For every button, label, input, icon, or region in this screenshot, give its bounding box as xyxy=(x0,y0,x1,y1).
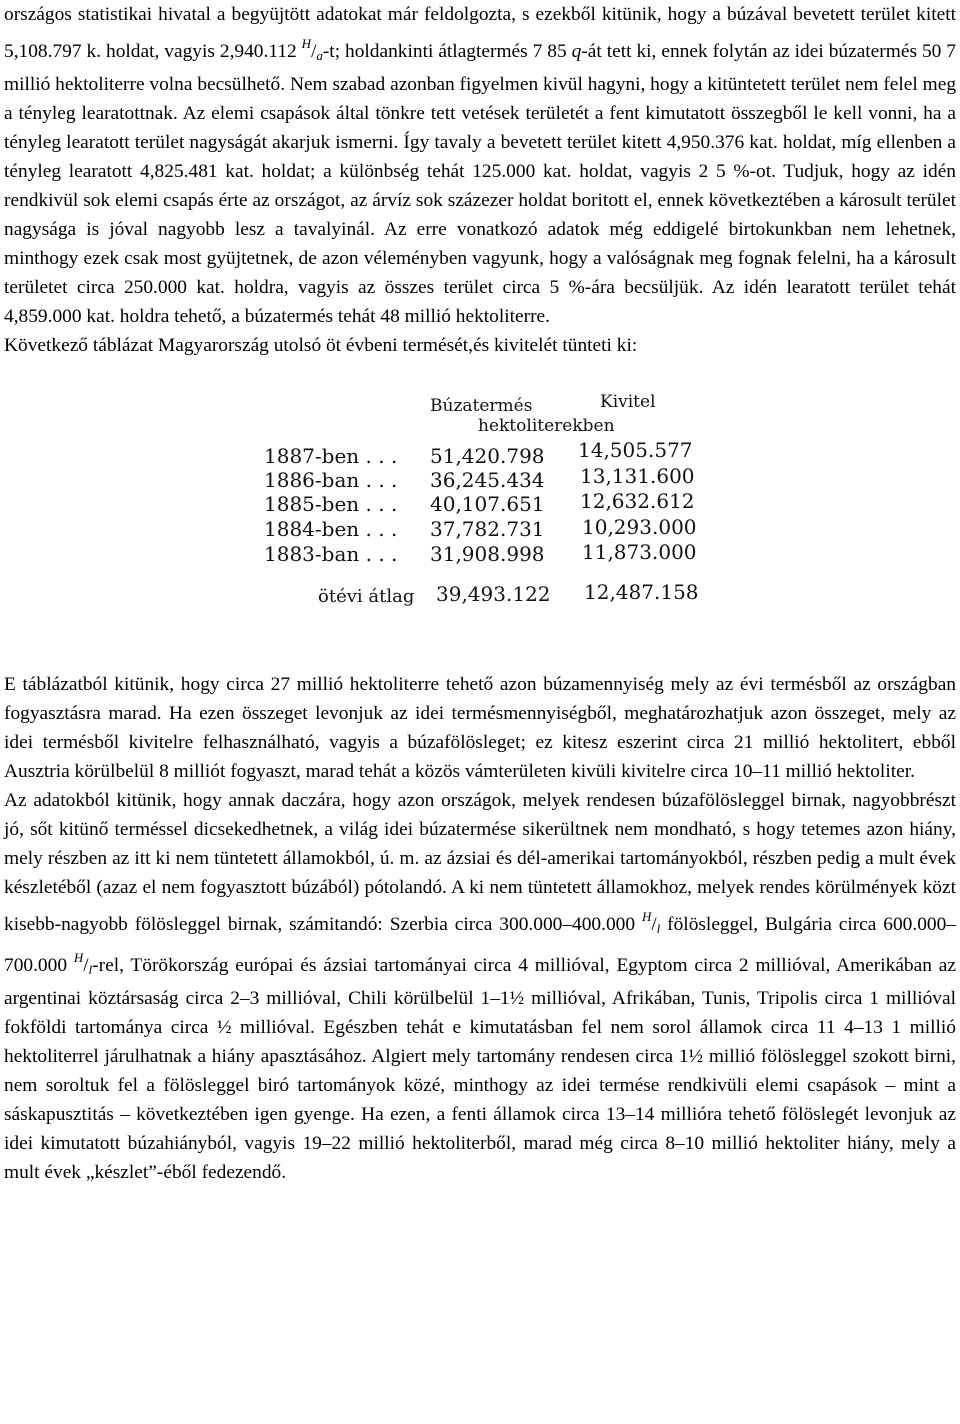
average-export: 12,487.158 xyxy=(584,580,699,604)
text-run: -rel, Törökország európai és ázsiai tartományai circa 4 millióval, Egyptom circa 2 millióval, Amerikában az argentinai köztársaság circa 2–3 millióval, Chili körülbelül 1–1½ millióval, Afrikában, Tunis, Tripolis circa 1 millióval fokföldi tartománya circa ½ millióval. Egészben tehát e kimutatásban fel nem sorol államok circa 11 4–13 1 millió hektoliterrel járulhatnak a hiány apasztásához. Algiert mely tartomány rendesen circa 1½ millió fölösleggel szokott birni, nem soroltuk fel a fölösleggel biró tartományok közé, minthogy az idei termése rendkivüli elemi csapások – mint a sáskapusztitás – következtében igen gyenge. Ha ezen, a fenti államok circa 13–14 millióra tehető fölöslegét levonjuk az idei kimutatott búzahiányból, vagyis 19–22 millió hektoliterből, marad még circa 8–10 millió hektoliter hiány, mely a mult évek „készlet”-éből fedezendő. xyxy=(4,955,956,1183)
text-run: -t; holdankinti átlagtermés 7 85 xyxy=(322,41,572,62)
row-year-label: 1887-ben . . . xyxy=(264,444,398,468)
header-export: Kivitel xyxy=(600,392,656,412)
unit-superscript: H xyxy=(641,909,652,924)
paragraph-table-intro: Következő táblázat Magyarország utolsó öt évbeni termését,és kivitelét tünteti ki: xyxy=(4,335,638,356)
average-production: 39,493.122 xyxy=(436,582,551,606)
text-run: -át tett ki, ennek folytán az idei búzatermés 50 7 millió hektoliterre volna becsülhető. xyxy=(4,41,956,95)
header-production-unit: hektoliterekben xyxy=(478,416,615,436)
text-run: országos statistikai hivatal a begyüjtött adatokat már feldolgozta, s ezekből kitünik, hogy a búzával bevetett terület kitett 5,108.797 k. holdat, vagyis 2,940.112 xyxy=(4,4,956,62)
unit-superscript: H xyxy=(301,36,312,51)
harvest-export-table xyxy=(4,392,956,650)
row-export: 14,505.577 xyxy=(578,438,693,462)
row-year-label: 1885-ben . . . xyxy=(264,492,398,516)
unit-q: q xyxy=(571,41,582,62)
row-export: 13,131.600 xyxy=(580,464,695,488)
paragraph-world-harvest xyxy=(4,786,956,1187)
row-production: 37,782.731 xyxy=(430,517,545,541)
row-export: 11,873.000 xyxy=(582,540,697,564)
document-page xyxy=(4,0,956,1187)
unit-subscript: l xyxy=(88,962,93,977)
text-run: Nem szabad azonban figyelmen kivül hagyni, hogy a kitüntetett terület nem felel meg a tényleg learatottnak. Az elemi csapások által tönkre tett vetések területét a fent kimutatott összegből le kell vonni, ha a tényleg learatott terület nagyságát akarjuk ismerni. Így tavaly a bevetett terület kitett 4,950.376 kat. holdat, míg ellenben a tényleg learatott 4,825.481 kat. holdat; a különbség tehát 125.000 kat. holdat, vagyis 2 5 %-ot. Tudjuk, hogy az idén rendkivül sok elemi csapás érte az országot, az árvíz sok százezer holdat boritott el, ennek következtében a károsult terület nagysága is jóval nagyobb lesz a tavalyinál. Az erre vonatkozó adatok még eddigelé birtokunkban nem lehetnek, minthogy ezek csak most gyüjtetnek, de azon véleményben vagyunk, hogy a valóságnak meg fognak felelni, ha a károsult területet circa 250.000 kat. holdra, vagyis az összes terület circa 5 %-ára becsüljük. Az idén learatott terület tehát 4,859.000 kat. holdra tehető, a búzatermés tehát 48 millió hektoliterre. xyxy=(4,74,957,327)
unit-subscript: l xyxy=(656,921,661,936)
text-run: fölösleggel, Bulgária circa 600.000–700.000 xyxy=(4,914,957,976)
row-production: 36,245.434 xyxy=(430,468,545,492)
paragraph-consumption: E táblázatból kitünik, hogy circa 27 millió hektoliterre tehető azon búzamennyiség mely az évi termésből az országban fogyasztásra marad. Ha ezen összeget levonjuk az idei termésmennyiségből, meghatározhatjuk azon összeget, mely az idei termésből kivitelre felhasználható, vagyis a búzafölösleget; ez kitesz eszerint circa 21 millió hektolitert, ebből Ausztria körülbelül 8 milliót fogyaszt, marad tehát a közös vámterületen kivüli kivitelre circa 10–11 millió hektoliter. xyxy=(4,674,956,782)
unit-slash: / xyxy=(83,955,89,976)
header-production: Búzatermés xyxy=(430,396,533,416)
row-production: 40,107.651 xyxy=(430,492,545,516)
row-year-label: 1884-ben . . . xyxy=(264,517,398,541)
row-production: 51,420.798 xyxy=(430,444,545,468)
paragraph-wheat-area xyxy=(4,0,956,331)
text-run: Az adatokból kitünik, hogy annak daczára, hogy azon országok, melyek rendesen búzafölösleggel birnak, nagyobbrészt jó, sőt kitünő terméssel dicsekedhetnek, a világ idei búzatermése sikerültnek nem mondható, s hogy tetemes azon hiány, mely részben az itt ki nem tüntetett államokból, ú. m. az ázsiai és dél-amerikai tartományokból, részben pedig a mult évek készletéből (azaz el nem fogyasztott búzából) pótolandó. A ki nem tüntetett államokhoz, melyek rendes körülmények közt kisebb-nagyobb fölösleggel birnak, számitandó: Szerbia circa 300.000–400.000 xyxy=(4,790,956,935)
row-year-label: 1883-ban . . . xyxy=(264,542,398,566)
unit-slash: / xyxy=(651,914,657,935)
row-year-label: 1886-ban . . . xyxy=(264,468,398,492)
average-label: ötévi átlag xyxy=(318,586,415,607)
unit-slash: / xyxy=(311,41,317,62)
unit-subscript: a xyxy=(316,48,323,63)
unit-superscript: H xyxy=(73,950,84,965)
row-production: 31,908.998 xyxy=(430,542,545,566)
row-export: 10,293.000 xyxy=(582,515,697,539)
row-export: 12,632.612 xyxy=(580,489,695,513)
